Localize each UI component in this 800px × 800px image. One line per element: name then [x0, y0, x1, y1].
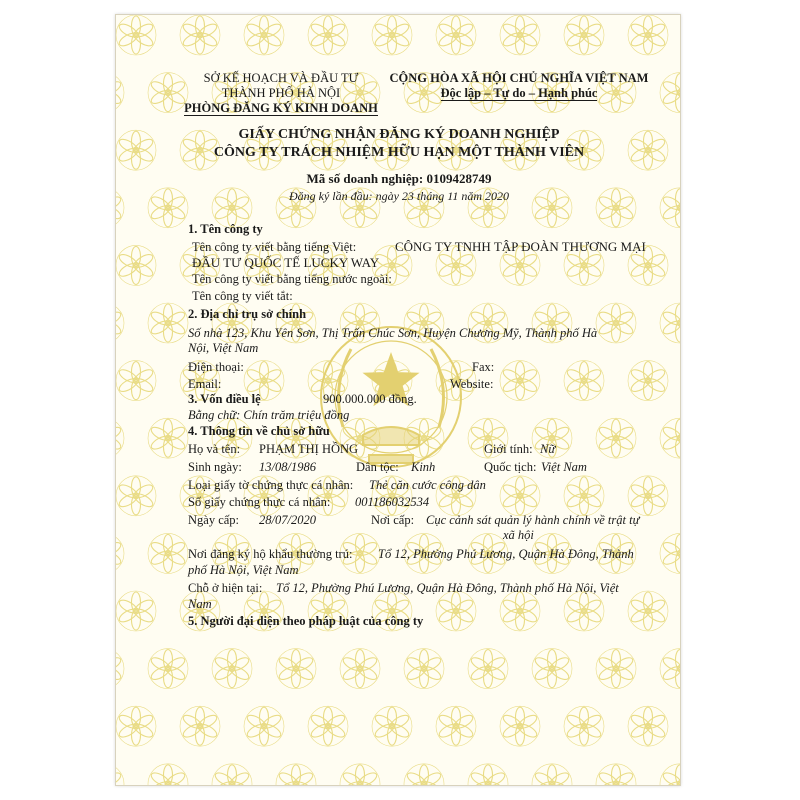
pattern-flower — [500, 15, 540, 55]
current-residence-line-2: Nam — [188, 597, 212, 611]
pattern-flower — [116, 591, 156, 631]
country-name: CỘNG HÒA XÃ HỘI CHỦ NGHĨA VIỆT NAM — [389, 71, 649, 85]
pattern-flower — [116, 245, 156, 285]
pattern-flower — [212, 649, 252, 689]
pattern-flower — [628, 591, 668, 631]
current-residence-line-1: Tổ 12, Phường Phú Lương, Quận Hà Đông, Thành phố Hà Nội, Việt — [276, 581, 619, 595]
pattern-flower — [116, 15, 156, 55]
address-line-1: Số nhà 123, Khu Yên Sơn, Thị Trấn Chúc Sơn, Huyện Chương Mỹ, Thành phố Hà — [188, 326, 598, 340]
permanent-residence-label: Nơi đăng ký hộ khẩu thường trú: — [188, 547, 353, 561]
pattern-flower — [244, 15, 284, 55]
pattern-flower — [116, 706, 156, 746]
owner-name-label: Họ và tên: — [188, 442, 241, 456]
pattern-flower — [660, 418, 681, 458]
pattern-flower — [564, 706, 604, 746]
address-line-2: Nội, Việt Nam — [188, 341, 259, 355]
permanent-residence-line-1: Tổ 12, Phường Phú Lương, Quận Hà Đông, Thành — [378, 547, 634, 561]
pattern-flower — [660, 764, 681, 786]
issuer-line-1: SỞ KẾ HOẠCH VÀ ĐẦU TƯ — [203, 71, 359, 85]
pattern-flower — [500, 591, 540, 631]
issue-date-value: 28/07/2020 — [259, 513, 316, 527]
certificate-title: GIẤY CHỨNG NHẬN ĐĂNG KÝ DOANH NGHIỆP — [238, 127, 560, 142]
issuer-office: PHÒNG ĐĂNG KÝ KINH DOANH — [184, 101, 378, 115]
pattern-flower — [660, 73, 681, 113]
permanent-residence-line-2: phố Hà Nội, Việt Nam — [188, 563, 299, 577]
pattern-flower — [372, 706, 412, 746]
pattern-flower — [148, 533, 188, 573]
current-residence-label: Chỗ ở hiện tại: — [188, 581, 263, 595]
pattern-flower — [116, 418, 124, 458]
email-label: Email: — [188, 377, 222, 391]
pattern-flower — [340, 649, 380, 689]
pattern-flower — [148, 764, 188, 786]
dob-value: 13/08/1986 — [259, 460, 316, 474]
pattern-flower — [116, 476, 156, 516]
charter-capital-in-words: Bằng chữ: Chín trăm triệu đồng — [188, 408, 350, 422]
nationality-value: Việt Nam — [541, 460, 587, 474]
fax-label: Fax: — [472, 360, 495, 374]
pattern-flower — [116, 764, 124, 786]
certificate-sheet — [115, 14, 681, 786]
pattern-flower — [276, 764, 316, 786]
pattern-flower — [660, 649, 681, 689]
issue-place-line-2: xã hội — [503, 528, 534, 542]
ethnicity-label: Dân tộc: — [356, 460, 399, 474]
pattern-flower — [628, 706, 668, 746]
dob-label: Sinh ngày: — [188, 460, 242, 474]
issuer-line-2: THÀNH PHỐ HÀ NỘI — [221, 86, 341, 100]
pattern-flower — [244, 706, 284, 746]
pattern-flower — [212, 764, 252, 786]
pattern-flower — [532, 649, 572, 689]
section-5-heading: 5. Người đại diện theo pháp luật của công ty — [188, 614, 424, 628]
issuer-department — [176, 71, 386, 116]
pattern-flower — [564, 591, 604, 631]
section-1-heading: 1. Tên công ty — [188, 222, 263, 236]
pattern-flower — [628, 361, 668, 401]
pattern-flower — [308, 706, 348, 746]
nationality-label: Quốc tịch: — [484, 460, 537, 474]
pattern-flower — [116, 303, 124, 343]
section-2-heading: 2. Địa chỉ trụ sở chính — [188, 307, 307, 321]
pattern-flower — [436, 15, 476, 55]
owner-name-value: PHẠM THỊ HỒNG — [259, 442, 359, 456]
pattern-flower — [628, 15, 668, 55]
pattern-flower — [276, 649, 316, 689]
section-3-heading: 3. Vốn điều lệ — [188, 392, 261, 406]
id-number-value: 001186032534 — [355, 495, 430, 509]
pattern-flower — [436, 591, 476, 631]
ethnicity-value: Kinh — [411, 460, 436, 474]
pattern-flower — [628, 476, 668, 516]
first-registration-date: Đăng ký lần đầu: ngày 23 tháng 11 năm 2020 — [288, 189, 510, 203]
id-type-value: Thẻ căn cước công dân — [369, 478, 486, 492]
pattern-flower — [404, 649, 444, 689]
issue-date-label: Ngày cấp: — [188, 513, 240, 527]
pattern-flower — [468, 649, 508, 689]
issue-place-line-1: Cục cảnh sát quản lý hành chính về trật tự — [426, 513, 640, 527]
pattern-flower — [404, 764, 444, 786]
pattern-flower — [116, 533, 124, 573]
pattern-flower — [500, 706, 540, 746]
website-label: Website: — [450, 377, 494, 391]
phone-label: Điện thoại: — [188, 360, 244, 374]
charter-capital-amount: 900.000.000 đồng. — [323, 392, 417, 406]
vietnamese-name-label: Tên công ty viết bằng tiếng Việt: — [192, 240, 357, 254]
pattern-flower — [596, 418, 636, 458]
pattern-flower — [180, 15, 220, 55]
pattern-flower — [532, 764, 572, 786]
pattern-flower — [148, 649, 188, 689]
pattern-flower — [180, 706, 220, 746]
pattern-flower — [596, 649, 636, 689]
pattern-flower — [116, 649, 124, 689]
pattern-flower — [500, 361, 540, 401]
vietnamese-name-line-1: CÔNG TY TNHH TẬP ĐOÀN THƯƠNG MẠI — [395, 239, 646, 254]
pattern-flower — [116, 73, 124, 113]
pattern-flower — [148, 303, 188, 343]
gender-value: Nữ — [540, 442, 556, 456]
motto: Độc lập – Tự do – Hạnh phúc — [440, 86, 598, 100]
pattern-flower — [468, 764, 508, 786]
pattern-flower — [148, 418, 188, 458]
pattern-flower — [660, 533, 681, 573]
gender-label: Giới tính: — [484, 442, 533, 456]
company-type-title: CÔNG TY TRÁCH NHIỆM HỮU HẠN MỘT THÀNH VIÊN — [213, 145, 585, 160]
pattern-flower — [308, 15, 348, 55]
pattern-flower — [564, 361, 604, 401]
national-motto — [384, 71, 654, 101]
foreign-name-label: Tên công ty viết bằng tiếng nước ngoài: — [192, 272, 392, 286]
short-name-label: Tên công ty viết tắt: — [192, 289, 293, 303]
issue-place-label: Nơi cấp: — [371, 513, 415, 527]
pattern-flower — [340, 764, 380, 786]
pattern-flower — [596, 764, 636, 786]
pattern-flower — [436, 706, 476, 746]
section-4-heading: 4. Thông tin về chủ sở hữu — [188, 424, 330, 438]
vietnamese-name-line-2: ĐẦU TƯ QUỐC TẾ LUCKY WAY — [192, 255, 380, 270]
pattern-flower — [564, 15, 604, 55]
pattern-flower — [500, 476, 540, 516]
pattern-flower — [660, 303, 681, 343]
tax-code: Mã số doanh nghiệp: 0109428749 — [306, 171, 492, 186]
pattern-flower — [596, 303, 636, 343]
id-type-label: Loại giấy tờ chứng thực cá nhân: — [188, 478, 354, 492]
pattern-flower — [116, 361, 156, 401]
id-number-label: Số giấy chứng thực cá nhân: — [188, 495, 331, 509]
pattern-flower — [372, 15, 412, 55]
pattern-flower — [564, 476, 604, 516]
